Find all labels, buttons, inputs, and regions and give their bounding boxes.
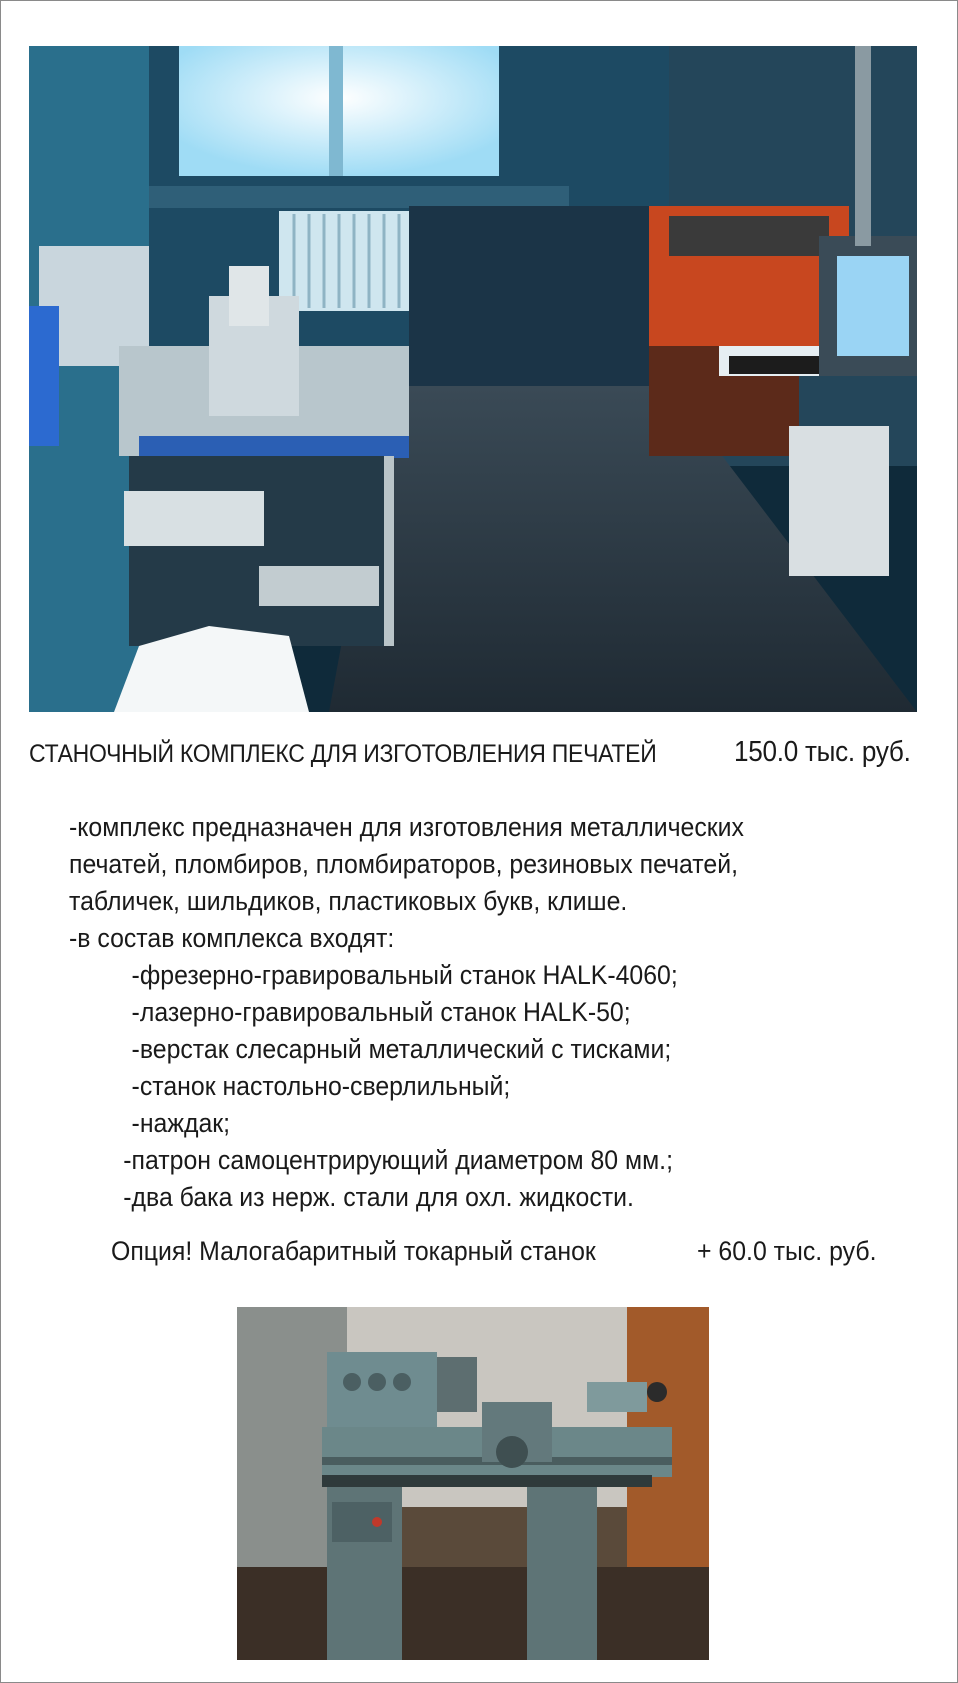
product-title: СТАНОЧНЫЙ КОМПЛЕКС ДЛЯ ИЗГОТОВЛЕНИЯ ПЕЧАТЕЙ <box>29 740 657 768</box>
option-row <box>111 1236 931 1276</box>
lathe-photo <box>237 1307 709 1660</box>
product-price: 150.0 тыс. руб. <box>734 736 911 768</box>
component-item: -фрезерно-гравировальный станок HALK-4060; <box>131 960 678 990</box>
description <box>69 809 909 1216</box>
component-item: -станок настольно-сверлильный; <box>131 1071 511 1101</box>
description-line: печатей, пломбиров, пломбираторов, резиновых печатей, <box>69 849 738 879</box>
component-item: -наждак; <box>131 1108 231 1138</box>
option-price: + 60.0 тыс. руб. <box>697 1236 877 1266</box>
workshop-photo <box>29 46 917 712</box>
component-item: -верстак слесарный металлический с тисками; <box>131 1034 672 1064</box>
component-item: -лазерно-гравировальный станок HALK-50; <box>131 997 631 1027</box>
description-line: табличек, шильдиков, пластиковых букв, клише. <box>69 886 628 916</box>
description-line: -комплекс предназначен для изготовления металлических <box>69 812 744 842</box>
option-text: Опция! Малогабаритный токарный станок <box>111 1236 596 1266</box>
extra-item: -два бака из нерж. стали для охл. жидкости. <box>123 1182 634 1212</box>
description-line: -в состав комплекса входят: <box>69 923 395 953</box>
extra-item: -патрон самоцентрирующий диаметром 80 мм.; <box>123 1145 673 1175</box>
title-row <box>29 734 929 774</box>
